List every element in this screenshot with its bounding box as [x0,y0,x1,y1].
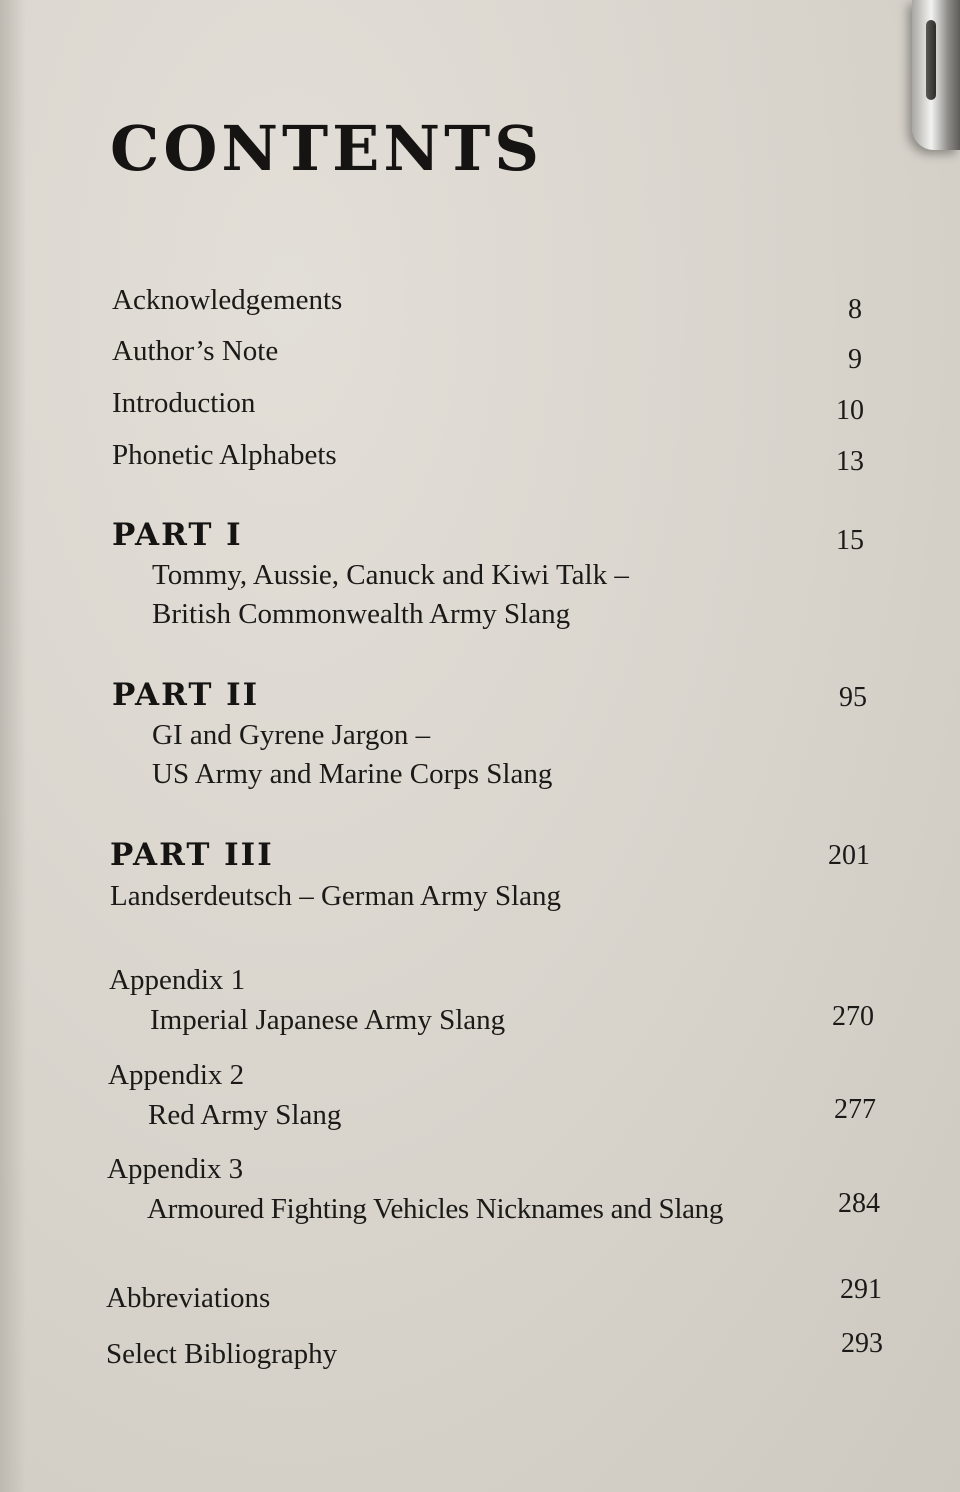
part-subtitle-line: Landserdeutsch – German Army Slang [110,880,562,912]
toc-entry-abbreviations: Abbreviations [106,1282,271,1314]
part-subtitle-line: GI and Gyrene Jargon – [152,719,431,751]
appendix-title-1: Imperial Japanese Army Slang [150,1004,506,1036]
toc-page-number: 293 [841,1328,883,1359]
toc-page-number: 13 [836,446,864,477]
toc-entry-acknowledgements: Acknowledgements [112,284,343,316]
part-heading-part-i: PART I [112,517,243,553]
binder-clip-slot [926,20,936,100]
toc-page-number: 9 [848,344,862,375]
part-subtitle-line: Tommy, Aussie, Canuck and Kiwi Talk – [152,559,629,591]
toc-page-number: 201 [828,840,870,871]
toc-page-number: 15 [836,525,864,556]
appendix-title-3: Armoured Fighting Vehicles Nicknames and Slang [147,1193,724,1225]
page-shadow [0,0,26,1492]
appendix-label-2: Appendix 2 [108,1059,245,1091]
toc-entry-introduction: Introduction [112,387,256,419]
toc-entry-select-bibliography: Select Bibliography [106,1338,338,1370]
binder-clip [912,0,960,150]
toc-page-number: 8 [848,294,862,325]
part-subtitle-line: US Army and Marine Corps Slang [152,758,553,790]
page-title: CONTENTS [110,112,544,185]
toc-page-number: 270 [832,1001,874,1032]
toc-page-number: 95 [839,682,867,713]
appendix-label-3: Appendix 3 [107,1153,244,1185]
part-subtitle-line: British Commonwealth Army Slang [152,598,571,630]
appendix-title-2: Red Army Slang [148,1099,342,1131]
part-heading-part-ii: PART II [112,677,260,713]
toc-page-number: 291 [840,1274,882,1305]
toc-entry-phonetic-alphabets: Phonetic Alphabets [112,439,337,471]
toc-entry-authors-note: Author’s Note [112,335,279,367]
appendix-label-1: Appendix 1 [109,964,246,996]
part-heading-part-iii: PART III [110,837,274,873]
toc-page-number: 284 [838,1188,880,1219]
toc-page-number: 277 [834,1094,876,1125]
toc-page-number: 10 [836,395,864,426]
